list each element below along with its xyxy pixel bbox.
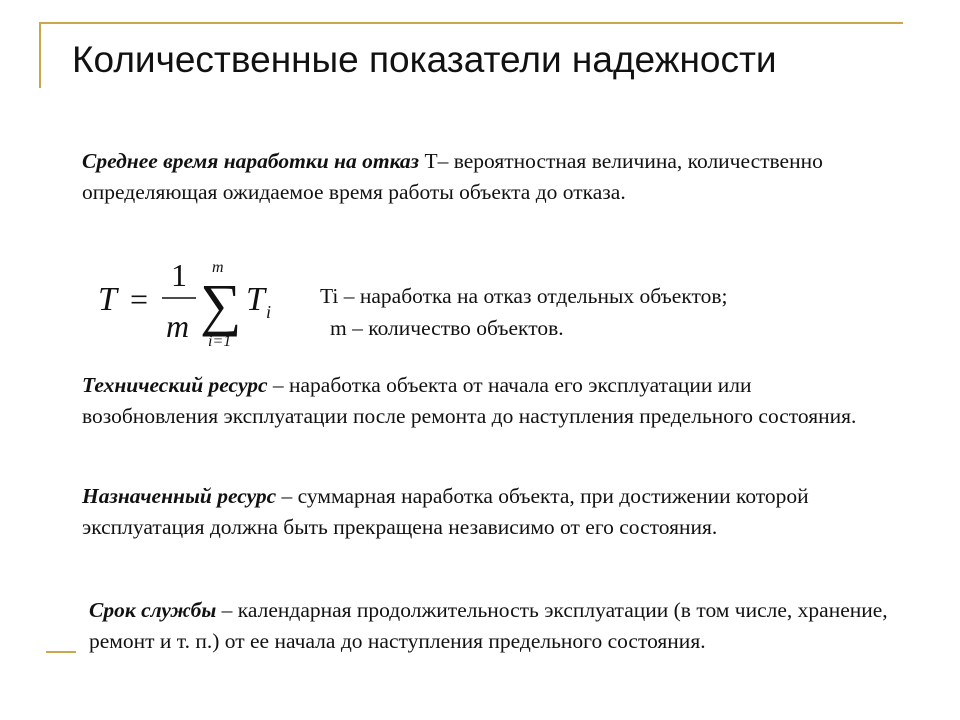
formula-denominator: m xyxy=(166,308,190,344)
assigned-resource-definition xyxy=(82,481,902,543)
top-accent-line xyxy=(39,22,903,24)
sum-symbol: ∑ xyxy=(200,272,242,337)
bottom-accent-line xyxy=(46,651,76,653)
sum-upper-limit: m xyxy=(212,259,224,276)
mtbf-formula xyxy=(96,252,296,352)
mtbf-text: Т– вероятностная величина, количественно определяющая ожидаемое время работы объекта до отказа. xyxy=(82,149,823,204)
formula-legend xyxy=(320,280,727,344)
formula-term: T xyxy=(246,281,265,318)
legend-item-m: m – количество объектов. xyxy=(330,316,564,340)
service-life-term: Срок службы xyxy=(89,598,217,622)
tech-resource-term: Технический ресурс xyxy=(82,373,268,397)
service-life-definition xyxy=(89,595,889,657)
mtbf-definition xyxy=(82,146,862,208)
formula-lhs: T xyxy=(98,281,117,318)
tech-resource-text: – наработка объекта от начала его эксплуатации или возобновления эксплуатации после ремонта до наступления предельного состояния. xyxy=(82,373,857,428)
mtbf-term: Среднее время наработки на отказ xyxy=(82,149,420,173)
page-title: Количественные показатели надежности xyxy=(72,39,777,80)
sum-lower-limit: i=1 xyxy=(208,333,232,350)
assigned-resource-term: Назначенный ресурс xyxy=(82,484,277,508)
formula-term-subscript: i xyxy=(266,302,272,322)
legend-item-ti: Ti – наработка на отказ отдельных объектов; xyxy=(320,284,728,308)
left-accent-line xyxy=(39,22,41,88)
formula-numerator: 1 xyxy=(171,257,187,293)
service-life-text: – календарная продолжительность эксплуатации (в том числе, хранение, ремонт и т. п.) от ее начала до наступления предельного состояния. xyxy=(89,598,888,653)
assigned-resource-text: – суммарная наработка объекта, при достижении которой эксплуатация должна быть прекращена независимо от его состояния. xyxy=(82,484,809,539)
tech-resource-definition xyxy=(82,370,882,432)
formula-equals: = xyxy=(130,281,149,317)
